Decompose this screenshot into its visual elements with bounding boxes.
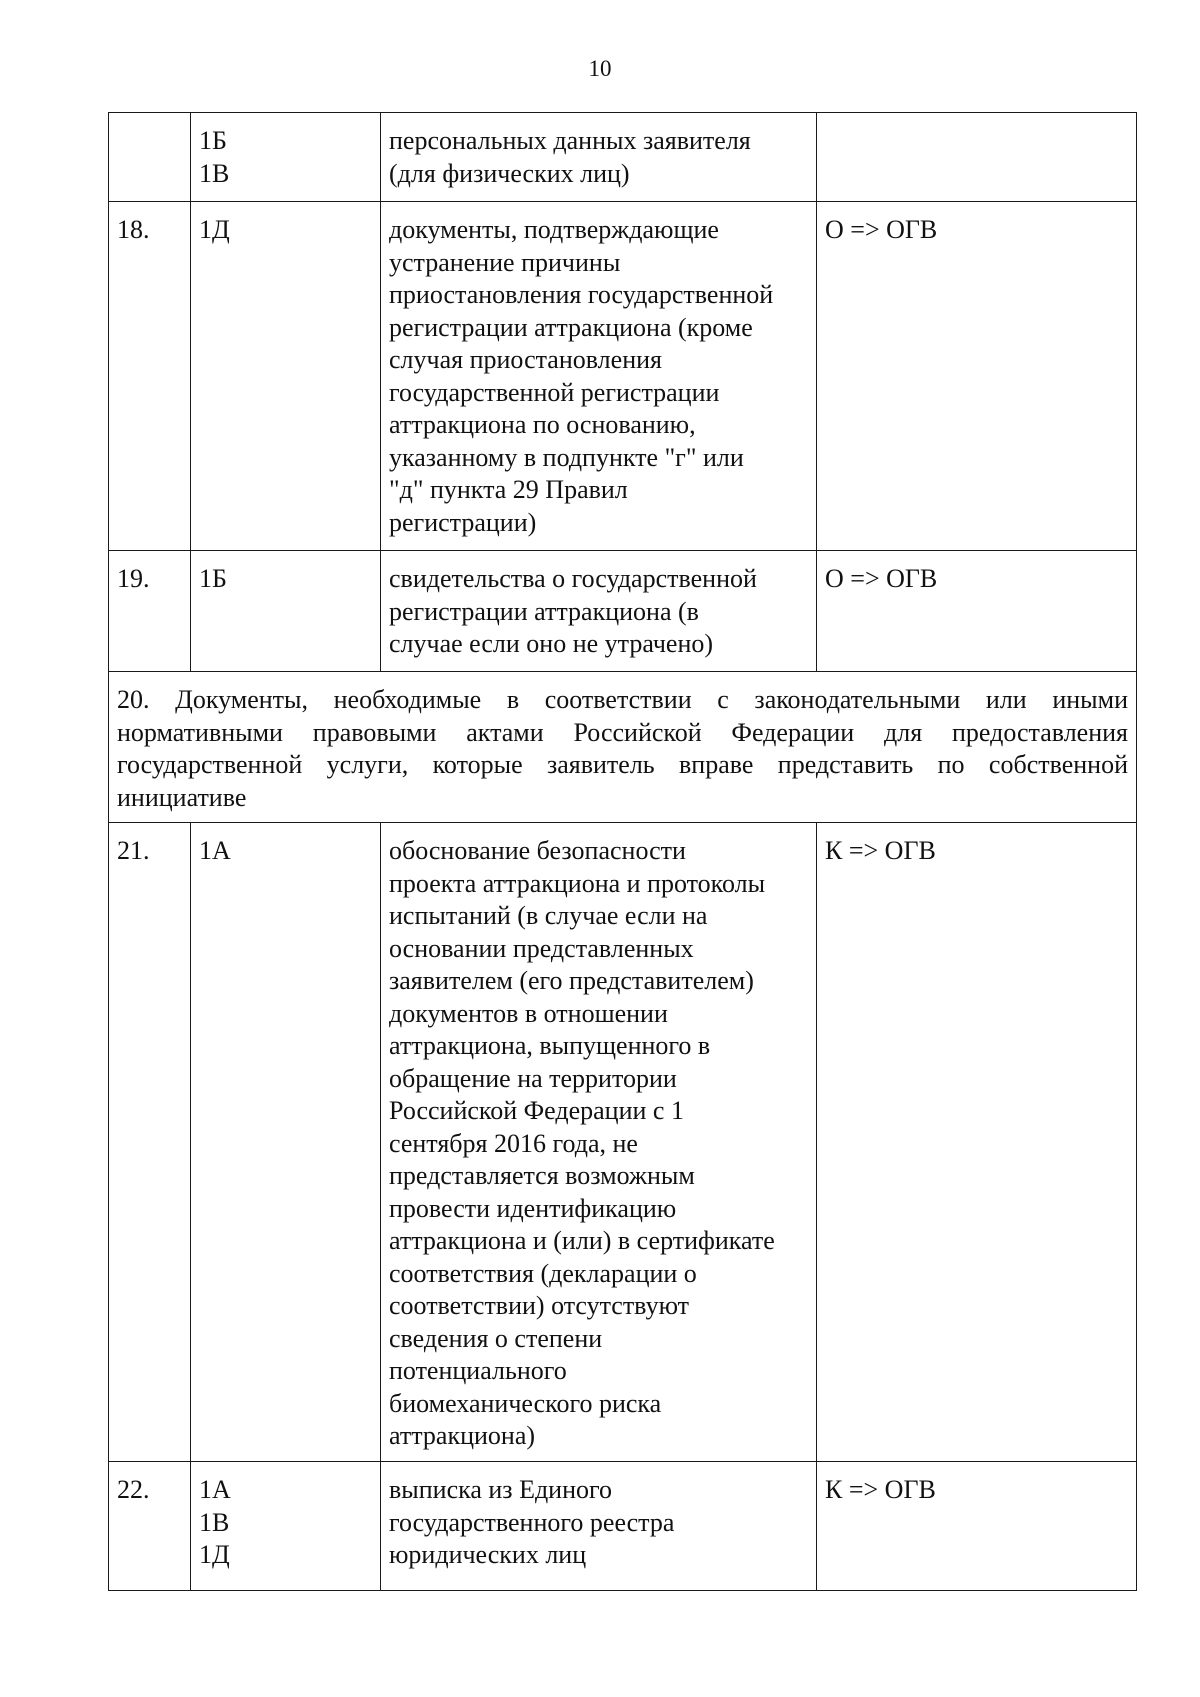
table-row bbox=[109, 823, 1137, 1462]
row-document: документы, подтверждающие устранение причины приостановления государственной регистрации аттракциона (кроме случая приостановления государственной регистрации аттракциона по основанию, указанному в подпункте "г" или "д" пункта 29 Правил регистрации) bbox=[381, 202, 817, 551]
row-route: К => ОГВ bbox=[817, 823, 1137, 1462]
row-route: К => ОГВ bbox=[817, 1462, 1137, 1591]
row-document: обоснование безопасности проекта аттракциона и протоколы испытаний (в случае если на основании представленных заявителем (его представителем) документов в отношении аттракциона, выпущенного в обращение на территории Российской Федерации с 1 сентября 2016 года, не представляется возможным провести идентификацию аттракциона и (или) в сертификате соответствия (декларации о соответствии) отсутствуют сведения о степени потенциального биомеханического риска аттракциона) bbox=[381, 823, 817, 1462]
row-code: 1А bbox=[191, 823, 381, 1462]
row-code: 1Д bbox=[191, 202, 381, 551]
table-row bbox=[109, 551, 1137, 672]
section-row bbox=[109, 672, 1137, 823]
documents-table bbox=[108, 112, 1137, 1591]
row-code: 1А 1В 1Д bbox=[191, 1462, 381, 1591]
row-document: персональных данных заявителя (для физических лиц) bbox=[381, 113, 817, 202]
row-code: 1Б 1В bbox=[191, 113, 381, 202]
page-number: 10 bbox=[588, 56, 612, 81]
row-number: 22. bbox=[109, 1462, 191, 1591]
table-row bbox=[109, 113, 1137, 202]
row-route: О => ОГВ bbox=[817, 551, 1137, 672]
row-code: 1Б bbox=[191, 551, 381, 672]
row-route bbox=[817, 113, 1137, 202]
row-document: свидетельства о государственной регистрации аттракциона (в случае если оно не утрачено) bbox=[381, 551, 817, 672]
row-number: 21. bbox=[109, 823, 191, 1462]
table-row bbox=[109, 202, 1137, 551]
row-number: 18. bbox=[109, 202, 191, 551]
row-document: выписка из Единого государственного реестра юридических лиц bbox=[381, 1462, 817, 1591]
section-heading: 20. Документы, необходимые в соответствии с законодательными или иными нормативными правовыми актами Российской Федерации для предоставления государственной услуги, которые заявитель вправе представить по собственной инициативе bbox=[109, 672, 1137, 823]
row-route: О => ОГВ bbox=[817, 202, 1137, 551]
row-number: 19. bbox=[109, 551, 191, 672]
table-row bbox=[109, 1462, 1137, 1591]
row-number bbox=[109, 113, 191, 202]
